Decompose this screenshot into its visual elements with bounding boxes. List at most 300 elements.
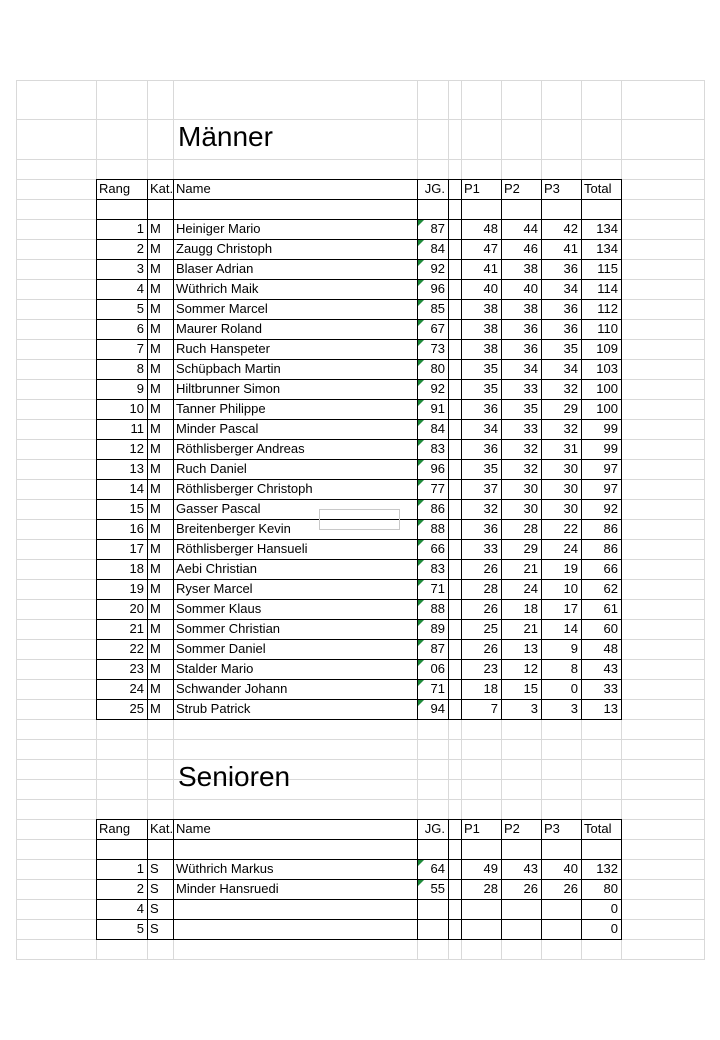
cell-kat[interactable]: M	[150, 521, 161, 536]
table-border	[173, 179, 174, 720]
cell-kat[interactable]: M	[150, 421, 161, 436]
error-indicator-icon	[418, 600, 424, 606]
cell-p1[interactable]: 36	[483, 441, 498, 456]
cell-p2[interactable]: 21	[523, 561, 538, 576]
cell-total[interactable]: 97	[603, 461, 618, 476]
cell-total[interactable]: 115	[597, 261, 618, 276]
error-indicator-icon	[418, 680, 424, 686]
error-indicator-icon	[418, 660, 424, 666]
table-border	[621, 819, 622, 940]
cell-rang[interactable]: 5	[136, 921, 144, 936]
column-header-p3[interactable]: P3	[544, 821, 560, 836]
cell-p3[interactable]: 22	[563, 521, 578, 536]
cell-p1[interactable]: 38	[483, 341, 498, 356]
cell-rang[interactable]: 23	[129, 661, 144, 676]
table-border	[96, 199, 622, 200]
cell-jg[interactable]: 89	[430, 621, 445, 636]
cell-p1[interactable]: 35	[483, 381, 498, 396]
cell-p3[interactable]: 35	[563, 341, 578, 356]
error-indicator-icon	[418, 620, 424, 626]
cell-jg[interactable]	[420, 919, 445, 939]
cell-selection-box[interactable]	[319, 509, 400, 530]
cell-name[interactable]: Schüpbach Martin	[176, 361, 281, 376]
cell-kat[interactable]: M	[150, 601, 161, 616]
cell-kat[interactable]: M	[150, 621, 161, 636]
cell-total[interactable]: 92	[603, 501, 618, 516]
cell-name[interactable]: Heiniger Mario	[176, 221, 261, 236]
cell-name[interactable]: Sommer Christian	[176, 621, 281, 636]
cell-name[interactable]: Sommer Marcel	[176, 301, 268, 316]
cell-p3[interactable]: 14	[563, 621, 578, 636]
cell-p1[interactable]: 48	[483, 221, 498, 236]
gridline-horizontal	[16, 779, 704, 780]
cell-p2[interactable]: 21	[523, 621, 538, 636]
cell-kat[interactable]: M	[150, 301, 161, 316]
cell-p2[interactable]: 36	[523, 341, 538, 356]
table-border	[96, 259, 622, 260]
cell-p1[interactable]: 32	[483, 501, 498, 516]
cell-rang[interactable]: 21	[129, 621, 144, 636]
cell-jg[interactable]: 66	[430, 541, 445, 556]
cell-rang[interactable]: 1	[136, 861, 144, 876]
cell-p1[interactable]: 49	[483, 861, 498, 876]
cell-rang[interactable]: 1	[136, 221, 144, 236]
cell-total[interactable]: 0	[610, 921, 618, 936]
cell-jg[interactable]: 92	[430, 261, 445, 276]
cell-p1[interactable]: 25	[483, 621, 498, 636]
cell-jg[interactable]: 67	[430, 321, 445, 336]
error-indicator-icon	[418, 700, 424, 706]
cell-name[interactable]: Aebi Christian	[176, 561, 257, 576]
cell-p1[interactable]: 26	[483, 641, 498, 656]
cell-rang[interactable]: 4	[136, 901, 144, 916]
cell-p2[interactable]: 30	[523, 481, 538, 496]
cell-p3[interactable]: 36	[563, 321, 578, 336]
cell-p3[interactable]: 40	[563, 861, 578, 876]
cell-p2[interactable]: 12	[523, 661, 538, 676]
gridline-horizontal	[16, 759, 704, 760]
cell-p3[interactable]: 36	[563, 301, 578, 316]
cell-name[interactable]: Tanner Philippe	[176, 401, 266, 416]
error-indicator-icon	[418, 220, 424, 226]
column-header-total[interactable]: Total	[584, 181, 612, 196]
cell-rang[interactable]: 3	[136, 261, 144, 276]
cell-rang[interactable]: 19	[129, 581, 144, 596]
cell-p1[interactable]	[464, 919, 498, 939]
column-header-name[interactable]: Name	[176, 821, 211, 836]
cell-p2[interactable]: 15	[523, 681, 538, 696]
cell-jg[interactable]: 88	[430, 601, 445, 616]
cell-p3[interactable]: 32	[563, 421, 578, 436]
cell-total[interactable]: 100	[596, 381, 618, 396]
cell-rang[interactable]: 22	[129, 641, 144, 656]
table-border	[581, 179, 582, 720]
cell-p2[interactable]: 38	[523, 261, 538, 276]
cell-p2[interactable]: 32	[523, 461, 538, 476]
table-border	[417, 179, 418, 720]
column-header-p2[interactable]: P2	[504, 181, 520, 196]
cell-name[interactable]: Röthlisberger Hansueli	[176, 541, 308, 556]
cell-kat[interactable]: M	[150, 341, 161, 356]
cell-kat[interactable]: S	[150, 861, 159, 876]
table-border	[96, 939, 622, 940]
cell-total[interactable]: 86	[603, 541, 618, 556]
cell-total[interactable]: 66	[603, 561, 618, 576]
cell-name[interactable]: Wüthrich Markus	[176, 861, 274, 876]
cell-p2[interactable]: 33	[523, 421, 538, 436]
cell-p1[interactable]: 33	[483, 541, 498, 556]
column-header-p1[interactable]: P1	[464, 181, 480, 196]
cell-total[interactable]: 43	[603, 661, 618, 676]
cell-p3[interactable]: 30	[563, 461, 578, 476]
cell-kat[interactable]: S	[150, 881, 159, 896]
cell-p3[interactable]: 19	[563, 561, 578, 576]
error-indicator-icon	[418, 340, 424, 346]
column-header-rang[interactable]: Rang	[99, 181, 131, 196]
cell-p3[interactable]: 30	[563, 481, 578, 496]
cell-p1[interactable]: 28	[483, 581, 498, 596]
cell-p2[interactable]: 28	[523, 521, 538, 536]
table-border	[96, 539, 622, 540]
cell-p1[interactable]: 40	[483, 281, 498, 296]
cell-rang[interactable]: 16	[129, 521, 144, 536]
cell-rang[interactable]: 24	[129, 681, 144, 696]
cell-name[interactable]: Zaugg Christoph	[176, 241, 273, 256]
table-border	[96, 219, 622, 220]
cell-p1[interactable]: 7	[490, 701, 498, 716]
cell-jg[interactable]: 92	[430, 381, 445, 396]
cell-p3[interactable]: 26	[563, 881, 578, 896]
cell-rang[interactable]: 2	[136, 881, 144, 896]
cell-rang[interactable]: 9	[136, 381, 144, 396]
cell-rang[interactable]: 13	[129, 461, 144, 476]
cell-total[interactable]: 33	[603, 681, 618, 696]
cell-p3[interactable]: 0	[570, 681, 578, 696]
cell-jg[interactable]: 06	[430, 661, 445, 676]
error-indicator-icon	[418, 360, 424, 366]
column-header-jg[interactable]: JG.	[424, 181, 445, 196]
cell-jg[interactable]: 96	[430, 461, 445, 476]
gridline-horizontal	[16, 959, 704, 960]
cell-total[interactable]: 114	[597, 281, 618, 296]
cell-name[interactable]: Röthlisberger Christoph	[176, 481, 313, 496]
cell-name[interactable]: Schwander Johann	[176, 681, 288, 696]
cell-p1[interactable]: 47	[483, 241, 498, 256]
cell-p1[interactable]: 34	[483, 421, 498, 436]
cell-p2[interactable]: 38	[523, 301, 538, 316]
cell-kat[interactable]: M	[150, 361, 161, 376]
cell-p2[interactable]: 44	[523, 221, 538, 236]
cell-p3[interactable]: 32	[563, 381, 578, 396]
cell-jg[interactable]: 64	[430, 861, 445, 876]
cell-name[interactable]: Stalder Mario	[176, 661, 254, 676]
column-header-p2[interactable]: P2	[504, 821, 520, 836]
table-border	[96, 859, 622, 860]
cell-total[interactable]: 80	[603, 881, 618, 896]
cell-rang[interactable]: 10	[129, 401, 144, 416]
cell-kat[interactable]: M	[150, 441, 161, 456]
table-border	[96, 479, 622, 480]
table-border	[96, 499, 622, 500]
cell-jg[interactable]: 85	[430, 301, 445, 316]
error-indicator-icon	[418, 420, 424, 426]
table-border	[96, 619, 622, 620]
cell-p1[interactable]: 35	[483, 461, 498, 476]
cell-total[interactable]: 134	[596, 241, 618, 256]
table-border	[461, 179, 462, 720]
cell-p3[interactable]: 24	[563, 541, 578, 556]
cell-p2[interactable]: 3	[530, 701, 538, 716]
cell-p1[interactable]: 23	[483, 661, 498, 676]
cell-kat[interactable]: M	[150, 261, 161, 276]
cell-kat[interactable]: M	[150, 681, 161, 696]
cell-kat[interactable]: M	[150, 481, 161, 496]
column-header-name[interactable]: Name	[176, 181, 211, 196]
cell-jg[interactable]: 83	[430, 561, 445, 576]
cell-name[interactable]: Ryser Marcel	[176, 581, 253, 596]
cell-name[interactable]: Blaser Adrian	[176, 261, 254, 276]
cell-name[interactable]: Breitenberger Kevin	[176, 521, 291, 536]
cell-p1[interactable]: 41	[483, 261, 498, 276]
column-header-kat[interactable]: Kat.	[150, 821, 174, 836]
table-border	[96, 179, 622, 180]
cell-kat[interactable]: M	[150, 501, 161, 516]
cell-p3[interactable]: 9	[570, 641, 578, 656]
table-border	[417, 819, 418, 940]
cell-rang[interactable]: 8	[136, 361, 144, 376]
cell-kat[interactable]: S	[150, 901, 159, 916]
cell-jg[interactable]: 96	[430, 281, 445, 296]
cell-p3[interactable]: 34	[563, 361, 578, 376]
cell-total[interactable]: 97	[603, 481, 618, 496]
cell-rang[interactable]: 17	[129, 541, 144, 556]
cell-rang[interactable]: 5	[136, 301, 144, 316]
cell-jg[interactable]: 94	[430, 701, 445, 716]
cell-jg[interactable]: 71	[430, 681, 445, 696]
cell-jg[interactable]: 83	[430, 441, 445, 456]
cell-p1[interactable]: 26	[483, 561, 498, 576]
cell-p2[interactable]: 30	[523, 501, 538, 516]
cell-p2[interactable]	[504, 899, 538, 919]
cell-total[interactable]: 86	[603, 521, 618, 536]
cell-p1[interactable]: 36	[483, 521, 498, 536]
table-border	[96, 819, 97, 940]
cell-jg[interactable]: 87	[430, 221, 445, 236]
column-header-kat[interactable]: Kat.	[150, 181, 174, 196]
cell-name[interactable]: Röthlisberger Andreas	[176, 441, 305, 456]
cell-jg[interactable]: 87	[430, 641, 445, 656]
cell-p3[interactable]: 34	[563, 281, 578, 296]
cell-rang[interactable]: 2	[136, 241, 144, 256]
cell-p1[interactable]: 36	[483, 401, 498, 416]
cell-kat[interactable]: M	[150, 561, 161, 576]
cell-name[interactable]: Wüthrich Maik	[176, 281, 259, 296]
cell-total[interactable]: 132	[596, 861, 618, 876]
cell-p3[interactable]: 8	[570, 661, 578, 676]
table-border	[621, 179, 622, 720]
cell-p2[interactable]	[504, 919, 538, 939]
cell-p1[interactable]: 38	[483, 321, 498, 336]
cell-total[interactable]: 0	[610, 901, 618, 916]
cell-name[interactable]: Ruch Hanspeter	[176, 341, 270, 356]
table-border	[147, 179, 148, 720]
cell-jg[interactable]: 71	[430, 581, 445, 596]
table-border	[96, 239, 622, 240]
cell-total[interactable]: 13	[603, 701, 618, 716]
cell-total[interactable]: 112	[597, 301, 618, 316]
cell-kat[interactable]: M	[150, 581, 161, 596]
cell-p2[interactable]: 29	[523, 541, 538, 556]
cell-p1[interactable]: 35	[483, 361, 498, 376]
cell-p3[interactable]: 29	[563, 401, 578, 416]
cell-rang[interactable]: 11	[130, 421, 144, 436]
table-border	[96, 399, 622, 400]
cell-p1[interactable]: 18	[483, 681, 498, 696]
cell-name[interactable]	[176, 899, 414, 919]
column-header-jg[interactable]: JG.	[424, 821, 445, 836]
cell-p3[interactable]: 30	[563, 501, 578, 516]
cell-kat[interactable]: M	[150, 661, 161, 676]
cell-name[interactable]: Sommer Daniel	[176, 641, 266, 656]
cell-p3[interactable]: 31	[563, 441, 578, 456]
error-indicator-icon	[418, 560, 424, 566]
cell-p1[interactable]: 38	[483, 301, 498, 316]
cell-name[interactable]: Maurer Roland	[176, 321, 262, 336]
error-indicator-icon	[418, 380, 424, 386]
cell-name[interactable]: Sommer Klaus	[176, 601, 262, 616]
cell-p2[interactable]: 36	[523, 321, 538, 336]
cell-p3[interactable]	[544, 919, 578, 939]
cell-name[interactable]: Minder Pascal	[176, 421, 259, 436]
cell-p2[interactable]: 26	[523, 881, 538, 896]
cell-kat[interactable]: M	[150, 541, 161, 556]
cell-jg[interactable]: 55	[430, 881, 445, 896]
cell-total[interactable]: 134	[596, 221, 618, 236]
cell-rang[interactable]: 4	[136, 281, 144, 296]
cell-name[interactable]: Ruch Daniel	[176, 461, 247, 476]
cell-p2[interactable]: 40	[523, 281, 538, 296]
table-border	[96, 579, 622, 580]
cell-name[interactable]: Gasser Pascal	[176, 501, 261, 516]
column-header-total[interactable]: Total	[584, 821, 612, 836]
cell-jg[interactable]: 84	[430, 241, 445, 256]
cell-total[interactable]: 100	[596, 401, 618, 416]
cell-p1[interactable]: 37	[483, 481, 498, 496]
cell-jg[interactable]	[420, 899, 445, 919]
cell-p1[interactable]: 26	[483, 601, 498, 616]
column-header-p3[interactable]: P3	[544, 181, 560, 196]
cell-total[interactable]: 99	[603, 441, 618, 456]
cell-rang[interactable]: 20	[129, 601, 144, 616]
cell-rang[interactable]: 6	[136, 321, 144, 336]
cell-p2[interactable]: 13	[523, 641, 538, 656]
cell-p2[interactable]: 43	[523, 861, 538, 876]
cell-name[interactable]: Hiltbrunner Simon	[176, 381, 281, 396]
cell-p3[interactable]: 3	[570, 701, 578, 716]
cell-total[interactable]: 48	[603, 641, 618, 656]
cell-kat[interactable]: M	[150, 401, 161, 416]
cell-kat[interactable]: M	[150, 321, 161, 336]
cell-p2[interactable]: 46	[523, 241, 538, 256]
section-title: Senioren	[178, 761, 291, 792]
cell-rang[interactable]: 14	[129, 481, 144, 496]
column-header-p1[interactable]: P1	[464, 821, 480, 836]
table-border	[541, 179, 542, 720]
cell-total[interactable]: 62	[603, 581, 618, 596]
error-indicator-icon	[418, 240, 424, 246]
cell-kat[interactable]: M	[150, 461, 161, 476]
cell-p3[interactable]	[544, 899, 578, 919]
cell-jg[interactable]: 91	[430, 401, 445, 416]
cell-total[interactable]: 110	[597, 321, 618, 336]
cell-p2[interactable]: 32	[523, 441, 538, 456]
cell-p3[interactable]: 41	[563, 241, 578, 256]
cell-p2[interactable]: 35	[523, 401, 538, 416]
cell-kat[interactable]: M	[150, 641, 161, 656]
table-border	[96, 179, 97, 720]
cell-kat[interactable]: S	[150, 921, 159, 936]
error-indicator-icon	[418, 280, 424, 286]
cell-p1[interactable]	[464, 899, 498, 919]
cell-rang[interactable]: 18	[129, 561, 144, 576]
table-border	[96, 699, 622, 700]
error-indicator-icon	[418, 460, 424, 466]
cell-rang[interactable]: 7	[136, 341, 144, 356]
cell-rang[interactable]: 15	[129, 501, 144, 516]
cell-jg[interactable]: 77	[430, 481, 445, 496]
cell-kat[interactable]: M	[150, 281, 161, 296]
cell-name[interactable]: Minder Hansruedi	[176, 881, 279, 896]
cell-kat[interactable]: M	[150, 221, 161, 236]
cell-kat[interactable]: M	[150, 381, 161, 396]
cell-total[interactable]: 103	[596, 361, 618, 376]
column-header-rang[interactable]: Rang	[99, 821, 131, 836]
cell-p3[interactable]: 17	[563, 601, 578, 616]
cell-p2[interactable]: 24	[523, 581, 538, 596]
cell-name[interactable]: Strub Patrick	[176, 701, 251, 716]
cell-total[interactable]: 109	[596, 341, 618, 356]
cell-jg[interactable]: 88	[430, 521, 445, 536]
cell-rang[interactable]: 25	[129, 701, 144, 716]
table-border	[96, 459, 622, 460]
cell-p2[interactable]: 33	[523, 381, 538, 396]
cell-rang[interactable]: 12	[129, 441, 144, 456]
cell-kat[interactable]: M	[150, 241, 161, 256]
cell-jg[interactable]: 73	[430, 341, 445, 356]
gridline-vertical	[16, 80, 17, 960]
cell-total[interactable]: 61	[603, 601, 618, 616]
cell-total[interactable]: 99	[603, 421, 618, 436]
table-border	[173, 819, 174, 940]
cell-p1[interactable]: 28	[483, 881, 498, 896]
cell-jg[interactable]: 84	[430, 421, 445, 436]
cell-jg[interactable]: 80	[430, 361, 445, 376]
table-border	[96, 679, 622, 680]
cell-p2[interactable]: 18	[523, 601, 538, 616]
cell-jg[interactable]: 86	[430, 501, 445, 516]
cell-name[interactable]	[176, 919, 414, 939]
table-border	[96, 279, 622, 280]
error-indicator-icon	[418, 400, 424, 406]
cell-p2[interactable]: 34	[523, 361, 538, 376]
table-border	[96, 599, 622, 600]
cell-total[interactable]: 60	[603, 621, 618, 636]
table-border	[96, 339, 622, 340]
cell-p3[interactable]: 42	[563, 221, 578, 236]
cell-kat[interactable]: M	[150, 701, 161, 716]
cell-p3[interactable]: 36	[563, 261, 578, 276]
cell-p3[interactable]: 10	[563, 581, 578, 596]
